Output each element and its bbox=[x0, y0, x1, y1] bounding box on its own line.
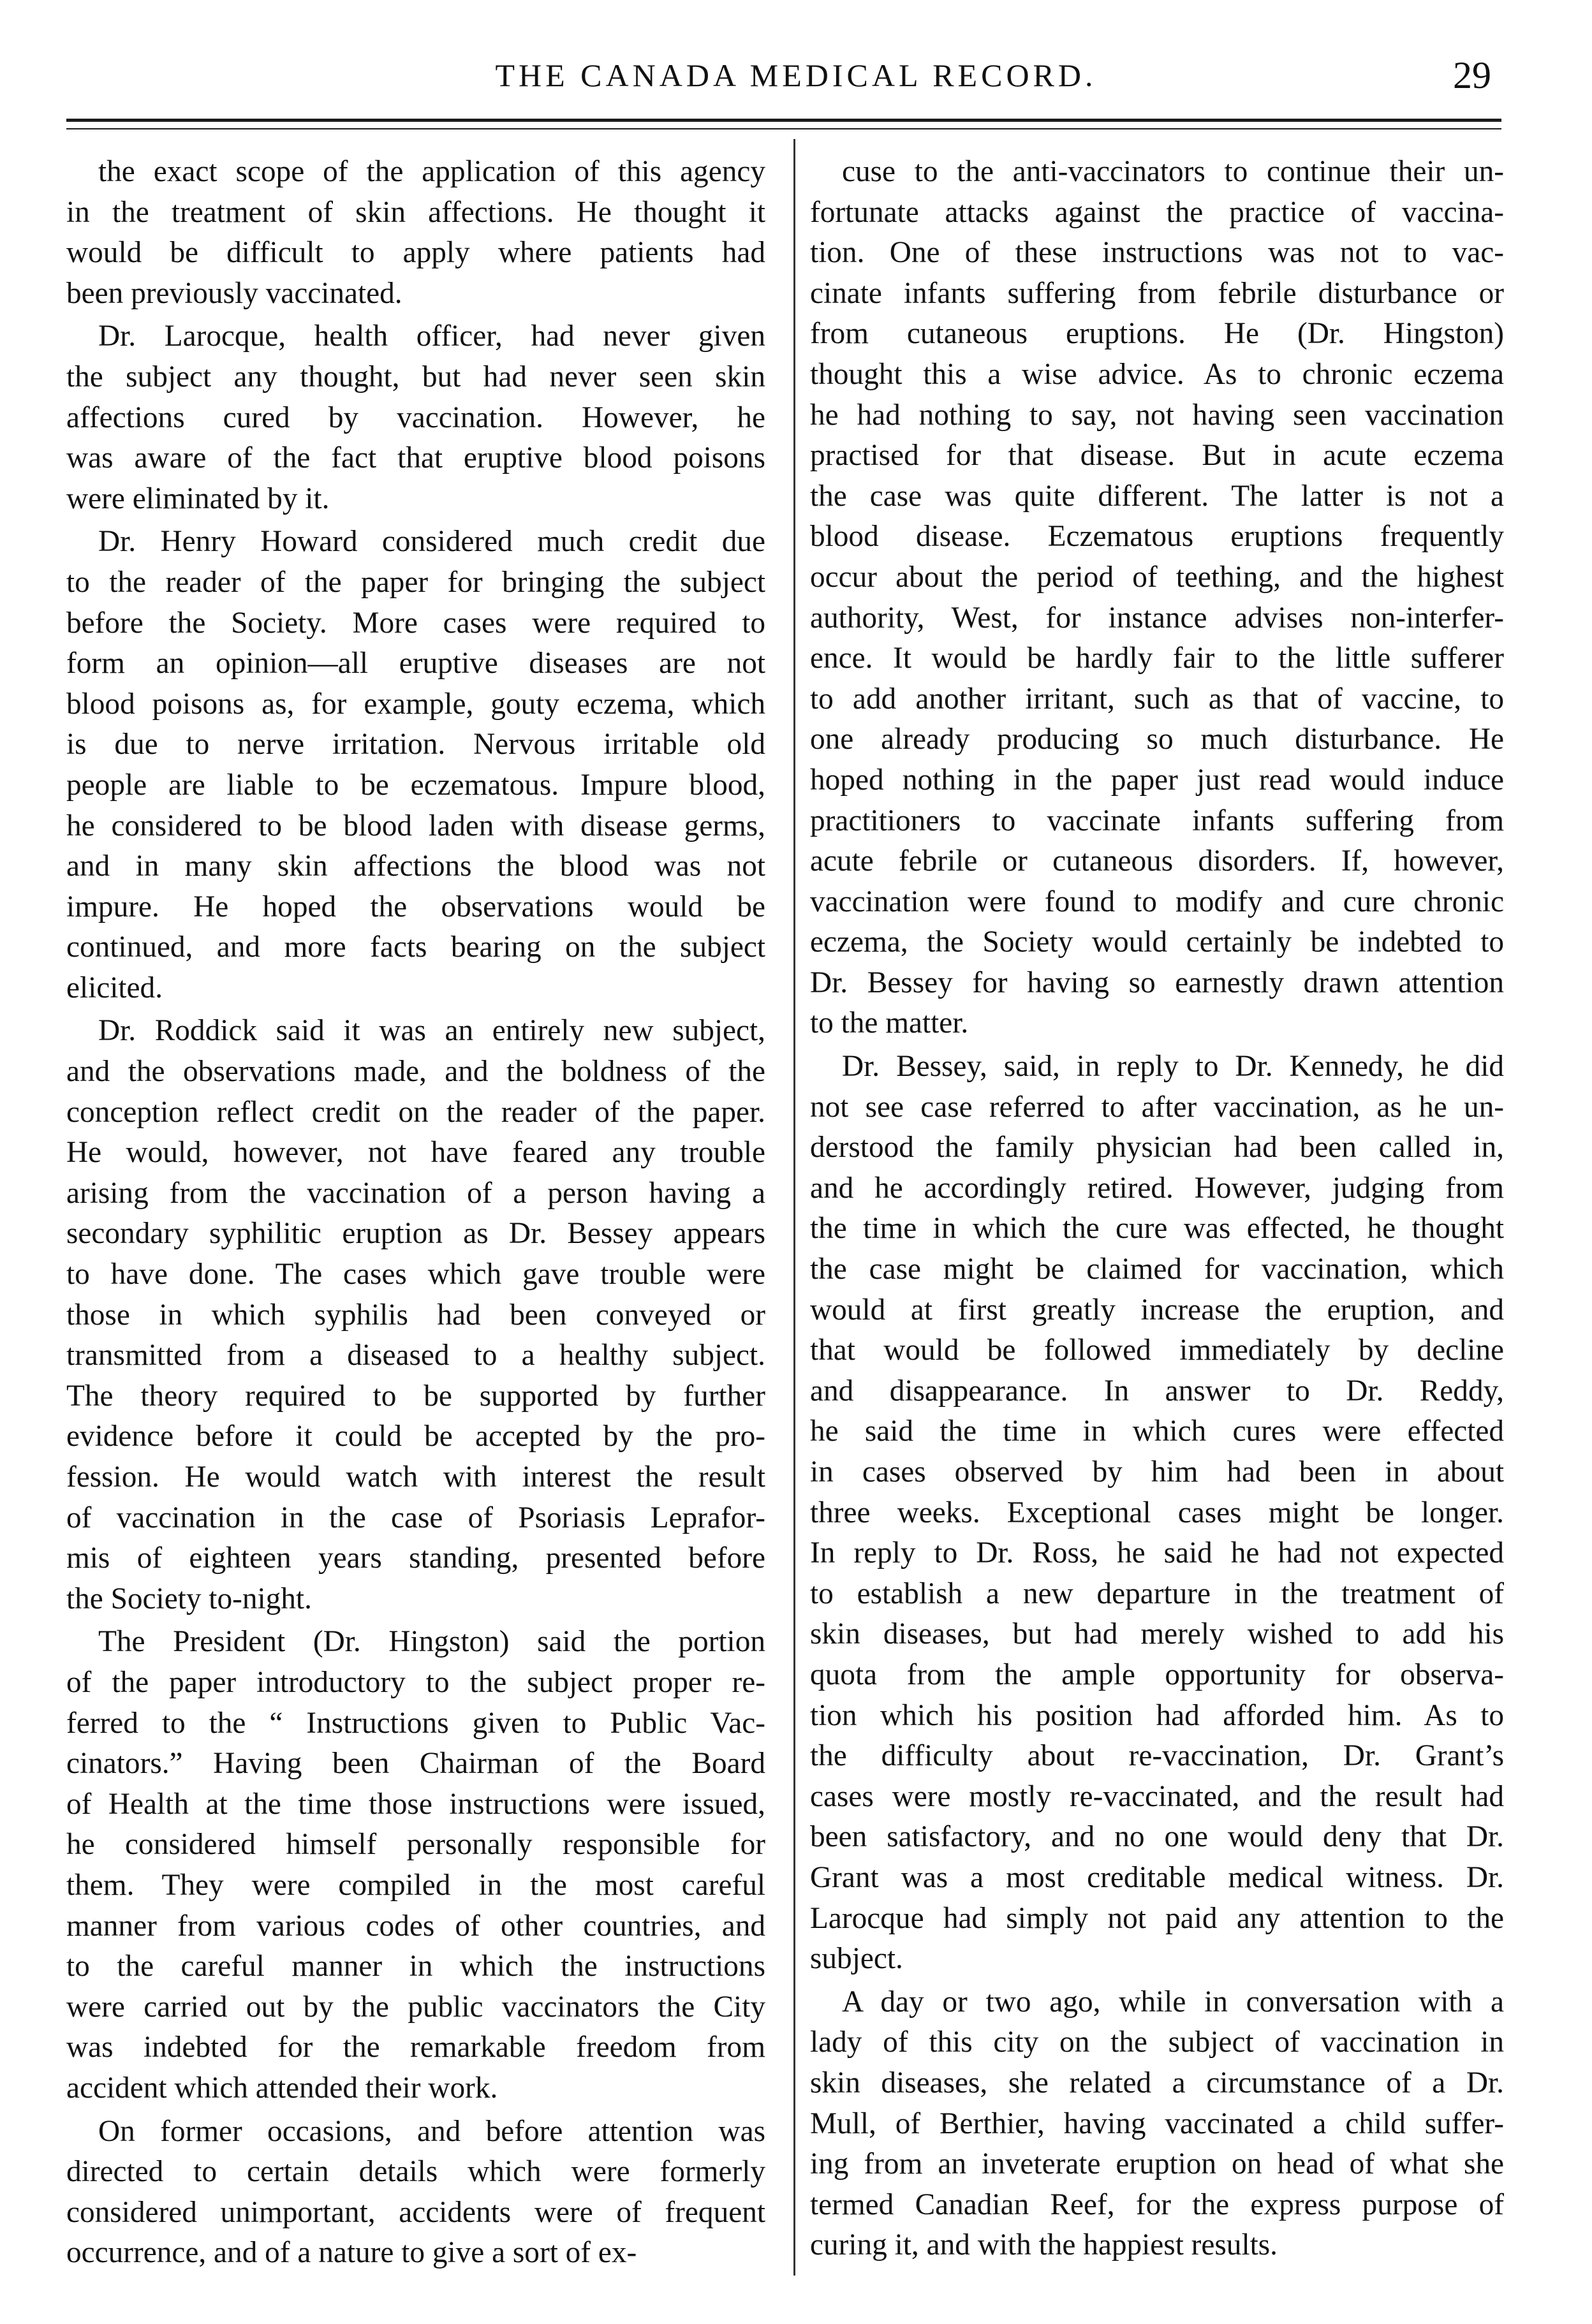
text-line: subject. bbox=[810, 1942, 903, 1976]
text-line: vaccination were found to modify and cure chronic bbox=[810, 885, 1504, 918]
text-line: skin diseases, she related a circumstance of a Dr. bbox=[810, 2066, 1504, 2100]
text-line: considered unimportant, accidents were of frequent bbox=[66, 2195, 765, 2229]
text-line: Grant was a most creditable medical witness. Dr. bbox=[810, 1860, 1504, 1894]
text-line: continued, and more facts bearing on the subject bbox=[66, 930, 765, 964]
text-line: secondary syphilitic eruption as Dr. Bessey appears bbox=[66, 1217, 765, 1251]
text-line: to establish a new departure in the treatment of bbox=[810, 1577, 1504, 1610]
text-line: accident which attended their work. bbox=[66, 2071, 498, 2105]
text-line: been satisfactory, and no one would deny that Dr. bbox=[810, 1820, 1504, 1854]
paragraph bbox=[810, 1047, 1504, 1980]
paragraph bbox=[66, 1622, 765, 2108]
text-line: occurrence, and of a nature to give a sort of ex- bbox=[66, 2236, 637, 2270]
text-line: and the observations made, and the boldness of the bbox=[66, 1055, 765, 1089]
text-line: of Health at the time those instructions were issued, bbox=[66, 1787, 765, 1821]
text-line: cinate infants suffering from febrile disturbance or bbox=[810, 276, 1504, 310]
text-line: the difficulty about re-vaccination, Dr. Grant’s bbox=[810, 1739, 1504, 1773]
text-line: tion which his position had afforded him. As to bbox=[810, 1698, 1504, 1732]
text-line: On former occasions, and before attention was bbox=[98, 2114, 765, 2148]
text-line: mis of eighteen years standing, presented before bbox=[66, 1541, 765, 1575]
text-line: to the careful manner in which the instructions bbox=[66, 1950, 765, 1983]
text-line: ing from an inveterate eruption on head of what she bbox=[810, 2147, 1504, 2181]
text-line: before the Society. More cases were required to bbox=[66, 606, 765, 640]
text-line: A day or two ago, while in conversation with a bbox=[842, 1985, 1504, 2019]
text-line: the exact scope of the application of this agency bbox=[98, 155, 765, 188]
text-line: Dr. Bessey for having so earnestly drawn attention bbox=[810, 966, 1504, 999]
text-line: curing it, and with the happiest results. bbox=[810, 2228, 1278, 2262]
text-line: were carried out by the public vaccinators the City bbox=[66, 1990, 765, 2024]
text-line: one already producing so much disturbance. He bbox=[810, 723, 1504, 756]
text-line: the Society to-night. bbox=[66, 1582, 312, 1615]
text-line: is due to nerve irritation. Nervous irritable old bbox=[66, 728, 765, 761]
paragraph bbox=[810, 1982, 1504, 2266]
text-line: he had nothing to say, not having seen vaccination bbox=[810, 398, 1504, 432]
text-line: occur about the period of teething, and the highest bbox=[810, 560, 1504, 594]
text-line: derstood the family physician had been called in, bbox=[810, 1131, 1504, 1165]
text-line: Dr. Bessey, said, in reply to Dr. Kennedy, he did bbox=[842, 1050, 1504, 1084]
text-line: Dr. Larocque, health officer, had never given bbox=[98, 320, 765, 353]
text-line: and disappearance. In answer to Dr. Reddy, bbox=[810, 1374, 1504, 1408]
paragraph bbox=[66, 1011, 765, 1619]
text-line: of the paper introductory to the subject proper re- bbox=[66, 1665, 765, 1699]
text-line: In reply to Dr. Ross, he said he had not expected bbox=[810, 1536, 1504, 1570]
text-line: cinators.” Having been Chairman of the Board bbox=[66, 1747, 765, 1781]
text-line: The theory required to be supported by further bbox=[66, 1379, 765, 1413]
text-line: he considered himself personally responsible for bbox=[66, 1828, 765, 1862]
text-line: Dr. Roddick said it was an entirely new subject, bbox=[98, 1014, 765, 1048]
text-line: were eliminated by it. bbox=[66, 482, 330, 515]
text-line: lady of this city on the subject of vaccination in bbox=[810, 2026, 1504, 2059]
text-line: practised for that disease. But in acute eczema bbox=[810, 439, 1504, 473]
text-line: manner from various codes of other countries, and bbox=[66, 1909, 765, 1943]
text-line: in cases observed by him had been in about bbox=[810, 1455, 1504, 1489]
text-line: people are liable to be eczematous. Impure blood, bbox=[66, 768, 765, 802]
text-line: to add another irritant, such as that of vaccine, to bbox=[810, 682, 1504, 716]
text-line: to have done. The cases which gave trouble were bbox=[66, 1258, 765, 1291]
text-line: The President (Dr. Hingston) said the portion bbox=[98, 1625, 765, 1659]
text-line: the case might be claimed for vaccination, which bbox=[810, 1253, 1504, 1286]
text-line: from cutaneous eruptions. He (Dr. Hingston) bbox=[810, 317, 1504, 351]
text-line: Larocque had simply not paid any attention to the bbox=[810, 1901, 1504, 1935]
text-line: thought this a wise advice. As to chronic eczema bbox=[810, 357, 1504, 391]
paragraph bbox=[66, 522, 765, 1008]
text-line: would at first greatly increase the eruption, and bbox=[810, 1293, 1504, 1327]
text-line: fession. He would watch with interest the result bbox=[66, 1460, 765, 1494]
page-number: 29 bbox=[1453, 54, 1491, 96]
text-line: He would, however, not have feared any trouble bbox=[66, 1136, 765, 1170]
text-line: ence. It would be hardly fair to the little sufferer bbox=[810, 642, 1504, 675]
text-line: and he accordingly retired. However, judging from bbox=[810, 1171, 1504, 1205]
text-line: ferred to the “ Instructions given to Public Vac- bbox=[66, 1706, 765, 1740]
text-line: he said the time in which cures were effected bbox=[810, 1415, 1504, 1448]
paragraph bbox=[66, 2112, 765, 2274]
text-line: hoped nothing in the paper just read would induce bbox=[810, 763, 1504, 797]
text-line: impure. He hoped the observations would be bbox=[66, 890, 765, 923]
text-line: Dr. Henry Howard considered much credit due bbox=[98, 525, 765, 559]
text-line: the case was quite different. The latter is not a bbox=[810, 479, 1504, 513]
text-line: arising from the vaccination of a person having a bbox=[66, 1176, 765, 1210]
text-line: the subject any thought, but had never seen skin bbox=[66, 360, 765, 393]
text-line: not see case referred to after vaccination, as he un- bbox=[810, 1090, 1504, 1124]
left-column bbox=[66, 152, 765, 2307]
text-line: three weeks. Exceptional cases might be longer. bbox=[810, 1496, 1504, 1529]
text-line: affections cured by vaccination. However, he bbox=[66, 401, 765, 434]
text-line: would be difficult to apply where patients had bbox=[66, 236, 765, 270]
text-line: cases were mostly re-vaccinated, and the result had bbox=[810, 1779, 1504, 1813]
text-line: quota from the ample opportunity for observa- bbox=[810, 1658, 1504, 1691]
text-line: he considered to be blood laden with disease germs, bbox=[66, 809, 765, 842]
paragraph bbox=[810, 152, 1504, 1044]
text-line: practitioners to vaccinate infants suffering from bbox=[810, 804, 1504, 837]
right-column bbox=[810, 152, 1504, 2307]
text-line: to the reader of the paper for bringing the subject bbox=[66, 565, 765, 599]
header-rule bbox=[66, 119, 1501, 129]
text-line: and in many skin affections the blood was not bbox=[66, 849, 765, 883]
text-line: blood disease. Eczematous eruptions frequently bbox=[810, 520, 1504, 554]
text-line: elicited. bbox=[66, 971, 163, 1004]
text-line: that would be followed immediately by decline bbox=[810, 1334, 1504, 1367]
text-line: in the treatment of skin affections. He thought it bbox=[66, 195, 765, 229]
text-line: skin diseases, but had merely wished to add his bbox=[810, 1617, 1504, 1651]
running-head bbox=[0, 50, 1592, 101]
text-line: blood poisons as, for example, gouty eczema, which bbox=[66, 687, 765, 721]
text-line: directed to certain details which were formerly bbox=[66, 2155, 765, 2189]
paragraph bbox=[66, 152, 765, 314]
text-line: evidence before it could be accepted by the pro- bbox=[66, 1420, 765, 1453]
text-line: fortunate attacks against the practice of vaccina- bbox=[810, 195, 1504, 229]
text-line: them. They were compiled in the most careful bbox=[66, 1868, 765, 1902]
text-line: the time in which the cure was effected, he thought bbox=[810, 1212, 1504, 1246]
paragraph bbox=[66, 316, 765, 519]
text-line: transmitted from a diseased to a healthy subject. bbox=[66, 1339, 765, 1372]
text-line: of vaccination in the case of Psoriasis Leprafor- bbox=[66, 1501, 765, 1534]
text-line: Mull, of Berthier, having vaccinated a child suffer- bbox=[810, 2107, 1504, 2140]
text-line: authority, West, for instance advises non-interfer- bbox=[810, 601, 1504, 635]
text-line: to the matter. bbox=[810, 1006, 969, 1040]
text-line: was aware of the fact that eruptive blood poisons bbox=[66, 441, 765, 475]
text-line: tion. One of these instructions was not to vac- bbox=[810, 236, 1504, 270]
journal-title: THE CANADA MEDICAL RECORD. bbox=[495, 57, 1097, 93]
text-line: been previously vaccinated. bbox=[66, 276, 402, 310]
text-line: cuse to the anti-vaccinators to continue their un- bbox=[842, 155, 1504, 188]
text-line: termed Canadian Reef, for the express purpose of bbox=[810, 2188, 1504, 2221]
text-line: eczema, the Society would certainly be indebted to bbox=[810, 925, 1504, 959]
text-line: conception reflect credit on the reader of the paper. bbox=[66, 1095, 765, 1129]
text-line: those in which syphilis had been conveyed or bbox=[66, 1298, 765, 1332]
column-divider bbox=[793, 139, 795, 2276]
text-line: was indebted for the remarkable freedom from bbox=[66, 2031, 765, 2064]
text-line: acute febrile or cutaneous disorders. If, however, bbox=[810, 844, 1504, 878]
text-line: form an opinion—all eruptive diseases are not bbox=[66, 647, 765, 680]
